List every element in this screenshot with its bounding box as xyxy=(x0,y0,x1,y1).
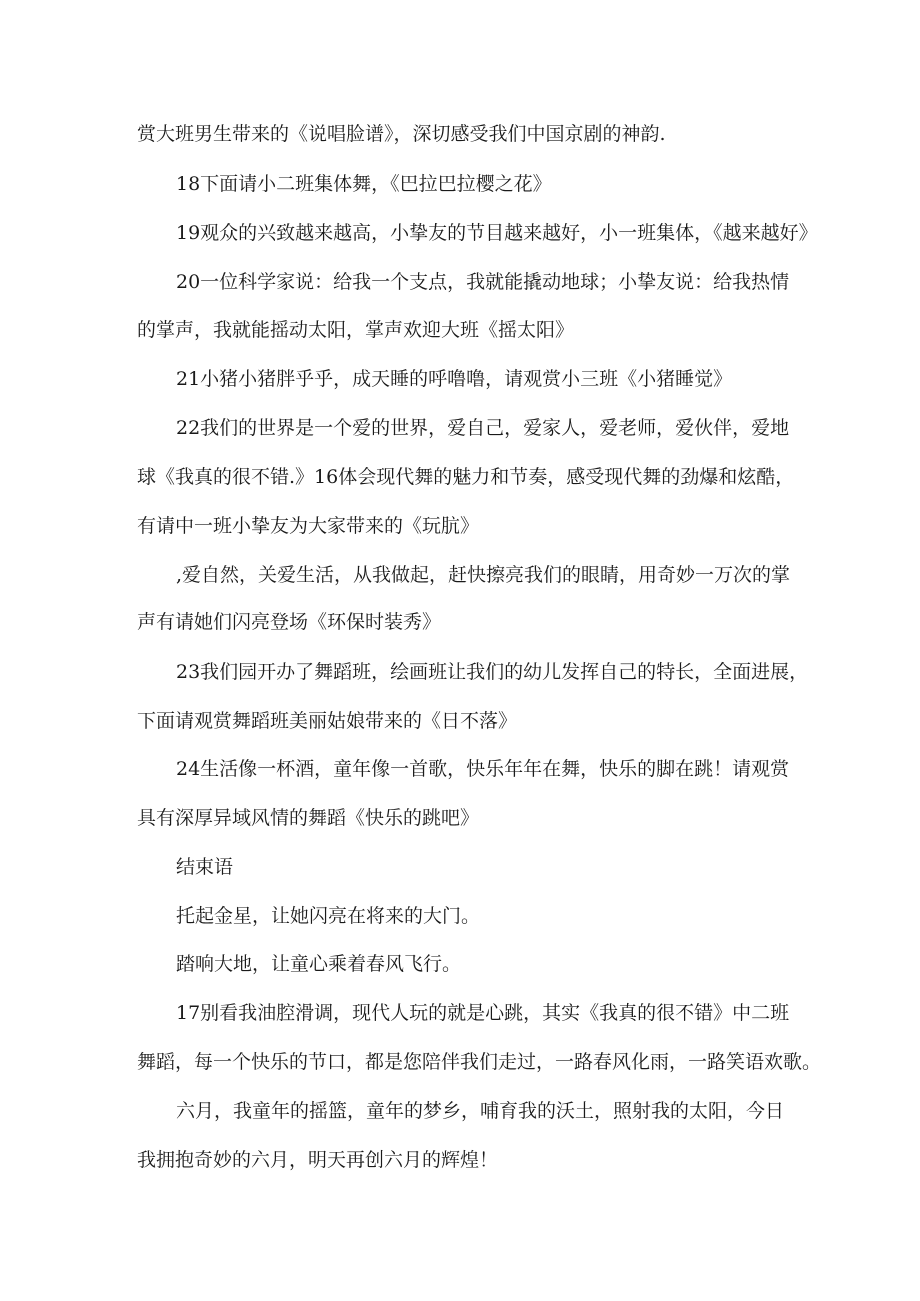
text-line: 具有深厚异域风情的舞蹈《快乐的跳吧》 xyxy=(137,807,480,829)
text-line: 托起金星，让她闪亮在将来的大门。 xyxy=(176,905,481,927)
text-line: 六月，我童年的摇篮，童年的梦乡，哺育我的沃土，照射我的太阳，今日 xyxy=(176,1100,785,1122)
text-line: 我拥抱奇妙的六月，明天再创六月的辉煌！ xyxy=(137,1149,499,1171)
section-heading: 结束语 xyxy=(176,856,234,878)
text-line: 17别看我油腔滑调，现代人玩的就是心跳，其实《我真的很不错》中二班 xyxy=(176,1002,790,1024)
text-line: 18下面请小二班集体舞，《巴拉巴拉樱之花》 xyxy=(176,173,552,195)
text-line: 球《我真的很不错.》16体会现代舞的魅力和节奏，感受现代舞的劲爆和炫酷， xyxy=(137,466,795,488)
text-line: 的掌声，我就能摇动太阳，掌声欢迎大班《摇太阳》 xyxy=(137,319,575,341)
text-line: 24生活像一杯酒，童年像一首歌，快乐年年在舞，快乐的脚在跳！请观赏 xyxy=(176,758,790,780)
text-line: 有请中一班小挚友为大家带来的《玩肮》 xyxy=(137,515,480,537)
text-line: 踏响大地，让童心乘着春风飞行。 xyxy=(176,953,462,975)
text-line: 20一位科学家说：给我一个支点，我就能撬动地球；小挚友说：给我热情 xyxy=(176,271,790,293)
text-line: ,爱自然，关爱生活，从我做起，赶快擦亮我们的眼睛，用奇妙一万次的掌 xyxy=(176,564,791,586)
text-line: 赏大班男生带来的《说唱脸谱》，深切感受我们中国京剧的神韵. xyxy=(137,123,666,145)
text-line: 下面请观赏舞蹈班美丽姑娘带来的《日不落》 xyxy=(137,710,518,732)
text-line: 19观众的兴致越来越高，小挚友的节目越来越好，小一班集体，《越来越好》 xyxy=(176,222,818,244)
text-line: 21小猪小猪胖乎乎，成天睡的呼噜噜，请观赏小三班《小猪睡觉》 xyxy=(176,368,733,390)
text-line: 声有请她们闪亮登场《环保时装秀》 xyxy=(137,611,442,633)
text-line: 22我们的世界是一个爱的世界，爱自己，爱家人，爱老师，爱伙伴，爱地 xyxy=(176,417,790,439)
text-line: 23我们园开办了舞蹈班，绘画班让我们的幼儿发挥自己的特长，全面进展， xyxy=(176,661,809,683)
text-line: 舞蹈，每一个快乐的节口，都是您陪伴我们走过，一路春风化雨，一路笑语欢歌。 xyxy=(137,1051,822,1073)
